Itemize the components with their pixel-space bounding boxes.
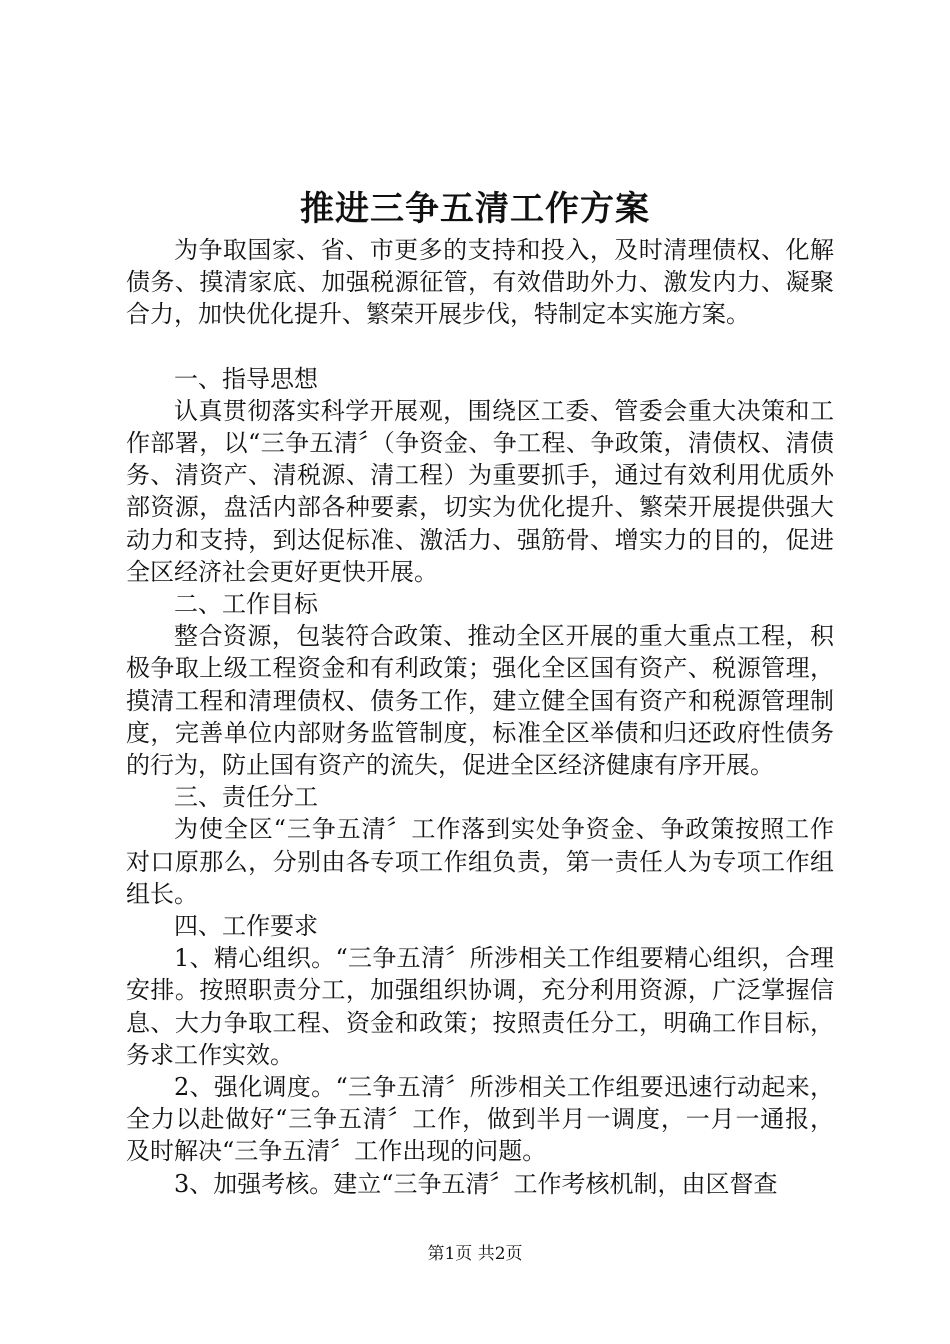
section-heading: 二、工作目标 [174,590,318,619]
body-paragraph: 1、精心组织。“三争五清〞所涉相关工作组要精心组织，合理安排。按照职责分工，加强组织协调，充分利用资源，广泛掌握信息、大力争取工程、资金和政策；按照责任分工，明确工作目标，务求工作实效。 [126,944,834,1069]
section-heading: 四、工作要求 [174,912,318,941]
section-heading: 三、责任分工 [174,783,318,812]
section-heading: 一、指导思想 [174,364,318,393]
intro-paragraph: 为争取国家、省、市更多的支持和投入，及时清理债权、化解债务、摸清家底、加强税源征管，有效借助外力、激发内力、凝聚合力，加快优化提升、繁荣开展步伐，特制定本实施方案。 [126,236,834,329]
body-paragraph: 整合资源，包装符合政策、推动全区开展的重大重点工程，积极争取上级工程资金和有利政策；强化全区国有资产、税源管理，摸清工程和清理债权、债务工作，建立健全国有资产和税源管理制度，完善单位内部财务监管制度，标准全区举债和归还政府性债务的行为，防止国有资产的流失，促进全区经济健康有序开展。 [126,622,834,780]
body-paragraph: 为使全区“三争五清〞工作落到实处争资金、争政策按照工作对口原那么，分别由各专项工作组负责，第一责任人为专项工作组组长。 [126,815,834,908]
body-paragraph: 3、加强考核。建立“三争五清〞工作考核机制，由区督查 [174,1169,778,1198]
document-body [126,234,834,1200]
document-title: 推进三争五清工作方案 [300,189,650,229]
body-paragraph: 认真贯彻落实科学开展观，围绕区工委、管委会重大决策和工作部署，以“三争五清〞（争资金、争工程、争政策，清债权、清债务、清资产、清税源、清工程）为重要抓手，通过有效利用优质外部资源，盘活内部各种要素，切实为优化提升、繁荣开展提供强大动力和支持，到达促标准、激活力、强筋骨、增实力的目的，促进全区经济社会更好更快开展。 [126,396,834,586]
body-paragraph: 2、强化调度。“三争五清〞所涉相关工作组要迅速行动起来，全力以赴做好“三争五清〞工作，做到半月一调度，一月一通报，及时解决“三争五清〞工作出现的问题。 [126,1073,834,1166]
page-footer: 第1页 共2页 [427,1244,523,1264]
